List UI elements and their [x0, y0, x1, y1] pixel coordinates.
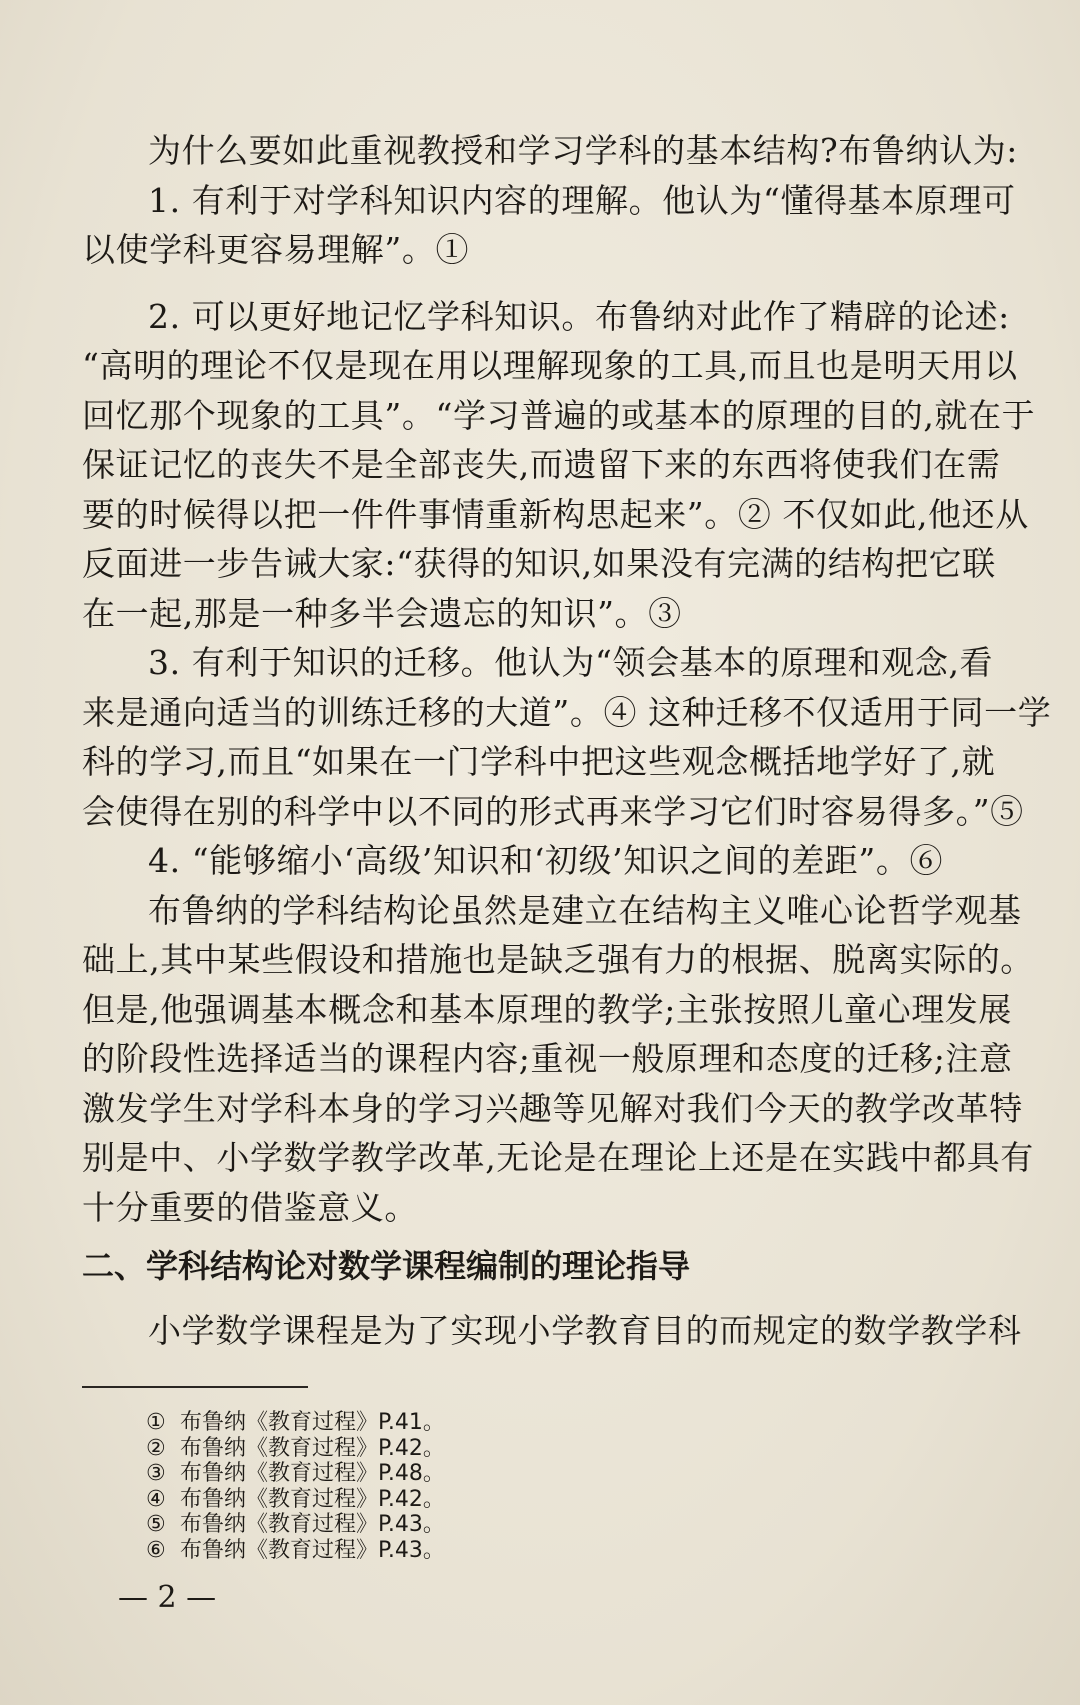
footnote-text: 布鲁纳《教育过程》P.42。	[180, 1435, 445, 1461]
paragraph-line: 1. 有利于对学科知识内容的理解。他认为“懂得基本原理可	[148, 180, 1016, 220]
footnote-item	[146, 1538, 445, 1564]
footnote-mark: ⑤	[146, 1512, 166, 1537]
paragraph-line: 4. “能够缩小‘高级’知识和‘初级’知识之间的差距”。⑥	[148, 841, 944, 880]
footnote-text: 布鲁纳《教育过程》P.48。	[180, 1461, 445, 1486]
paragraph-line: 2. 可以更好地记忆学科知识。布鲁纳对此作了精辟的论述:	[148, 296, 1010, 336]
footnote-mark: ④	[146, 1486, 166, 1512]
paragraph-line: 在一起,那是一种多半会遗忘的知识”。③	[82, 593, 682, 633]
paragraph-line: 回忆那个现象的工具”。“学习普遍的或基本的原理的目的,就在于	[82, 395, 1036, 435]
paragraph-line: 的阶段性选择适当的课程内容;重视一般原理和态度的迁移;注意	[82, 1039, 1013, 1078]
paragraph-line: 激发学生对学科本身的学习兴趣等见解对我们今天的教学改革特	[82, 1088, 1023, 1128]
footnote-text: 布鲁纳《教育过程》P.43。	[180, 1537, 445, 1563]
paragraph-line: 会使得在别的科学中以不同的形式再来学习它们时容易得多。”⑤	[82, 791, 1024, 831]
paragraph-line: 但是,他强调基本概念和基本原理的教学;主张按照儿童心理发展	[82, 989, 1013, 1029]
paragraph-line: 别是中、小学数学教学改革,无论是在理论上还是在实践中都具有	[82, 1138, 1034, 1177]
page-number: — 2 —	[118, 1580, 217, 1615]
footnotes	[146, 1410, 445, 1563]
paragraph-line: 布鲁纳的学科结构论虽然是建立在结构主义唯心论哲学观基	[148, 890, 1022, 930]
footnote-text: 布鲁纳《教育过程》P.41。	[180, 1410, 445, 1435]
paragraph-line: 础上,其中某些假设和措施也是缺乏强有力的根据、脱离实际的。	[82, 940, 1034, 979]
footnote-item	[146, 1487, 445, 1513]
footnote-text: 布鲁纳《教育过程》P.43。	[180, 1512, 445, 1537]
footnote-item	[146, 1410, 445, 1436]
paragraph-line: “高明的理论不仅是现在用以理解现象的工具,而且也是明天用以	[82, 346, 1018, 385]
paragraph-line: 3. 有利于知识的迁移。他认为“领会基本的原理和观念,看	[148, 643, 994, 682]
paragraph-line: 以使学科更容易理解”。①	[82, 230, 470, 269]
body-text	[82, 126, 1052, 1356]
footnote-item	[146, 1461, 445, 1487]
footnote-item	[146, 1436, 445, 1462]
paragraph-line: 十分重要的借鉴意义。	[82, 1187, 418, 1227]
footnote-mark: ②	[146, 1435, 166, 1461]
paragraph-line: 反面进一步告诫大家:“获得的知识,如果没有完满的结构把它联	[82, 544, 996, 583]
footnote-mark: ①	[146, 1410, 166, 1435]
footnote-mark: ③	[146, 1461, 166, 1486]
footnote-mark: ⑥	[146, 1537, 166, 1563]
paragraph-line: 小学数学课程是为了实现小学教育目的而规定的数学教学科	[148, 1311, 1022, 1350]
paragraph-line: 为什么要如此重视教授和学习学科的基本结构?布鲁纳认为:	[148, 131, 1019, 170]
paragraph-line: 保证记忆的丧失不是全部丧失,而遗留下来的东西将使我们在需	[82, 445, 1001, 484]
section-heading: 二、学科结构论对数学课程编制的理论指导	[82, 1247, 691, 1285]
footnote-item	[146, 1512, 445, 1538]
paragraph-line: 要的时候得以把一件件事情重新构思起来”。② 不仅如此,他还从	[82, 494, 1029, 534]
paragraph-line: 科的学习,而且“如果在一门学科中把这些观念概括地学好了,就	[82, 742, 996, 781]
footnote-divider	[82, 1386, 308, 1388]
footnote-text: 布鲁纳《教育过程》P.42。	[180, 1486, 445, 1512]
paragraph-line: 来是通向适当的训练迁移的大道”。④ 这种迁移不仅适用于同一学	[82, 692, 1052, 732]
